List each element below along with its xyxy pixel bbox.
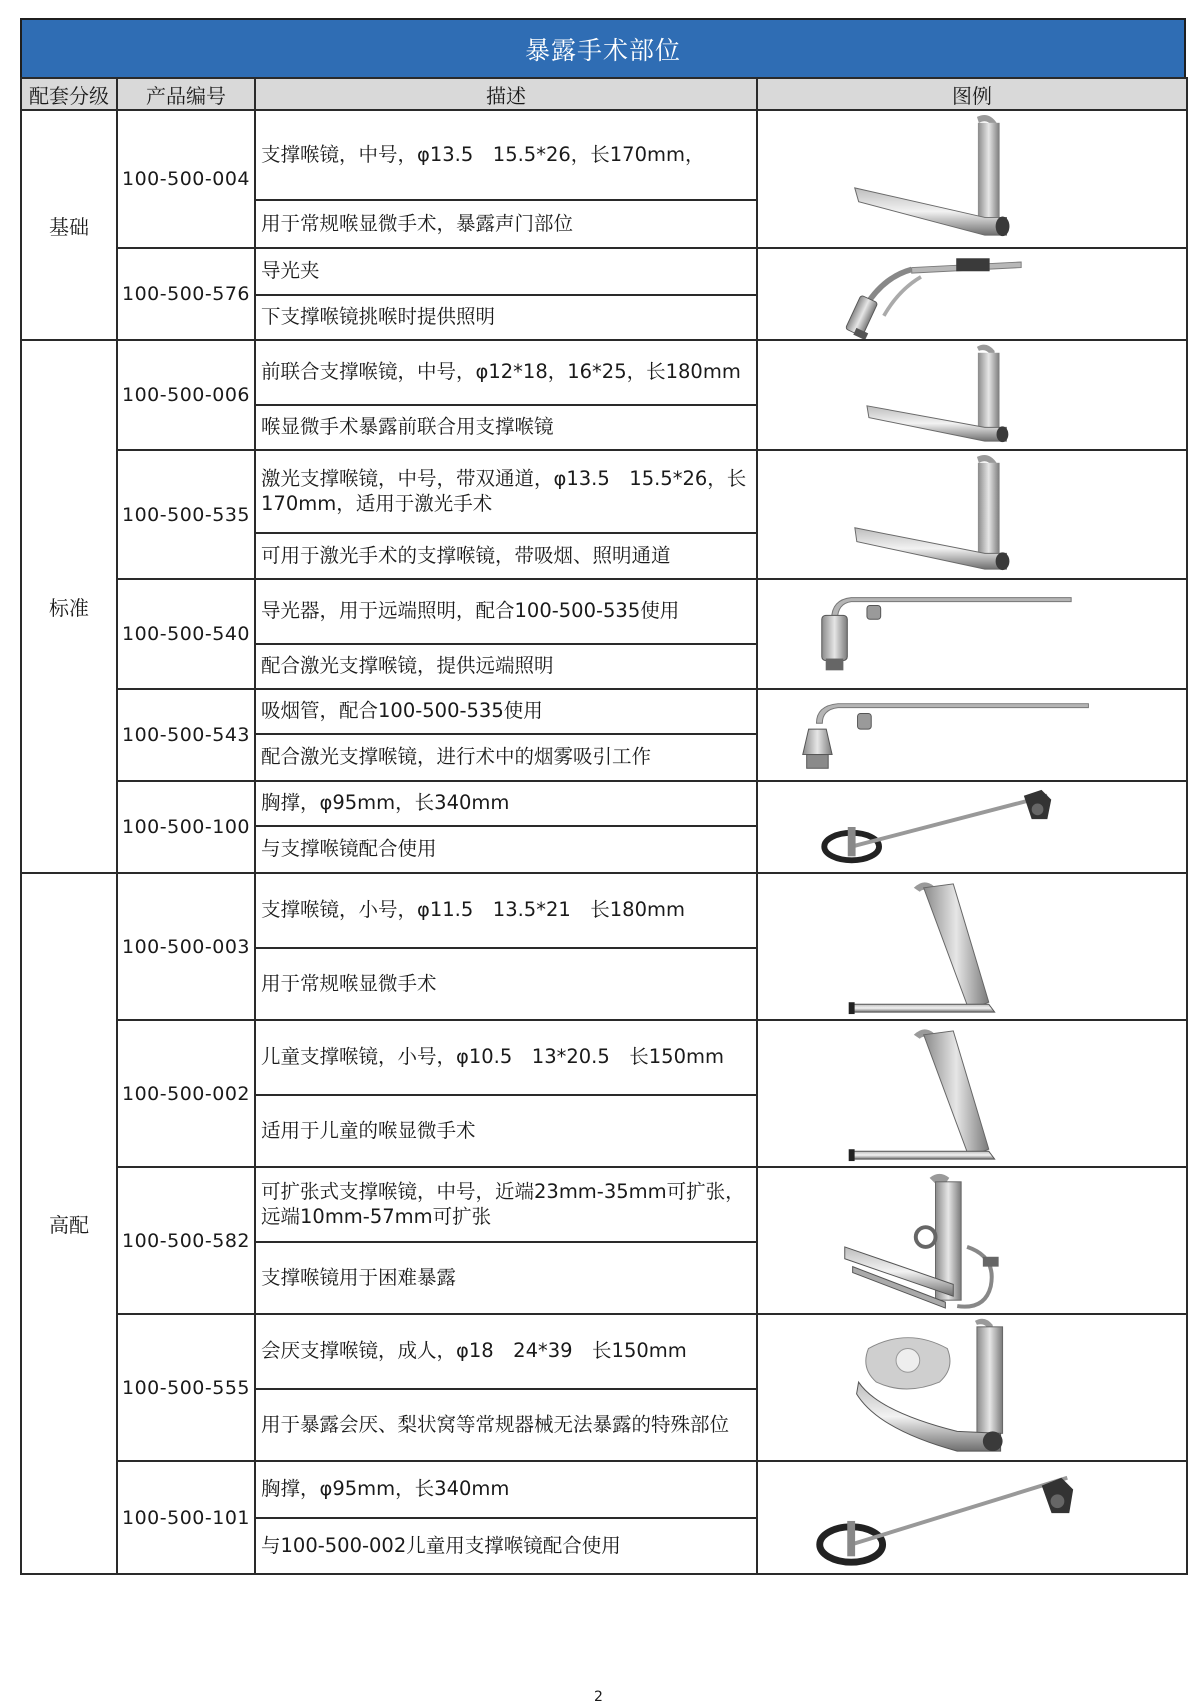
- table-row: [21, 248, 1187, 295]
- product-sheet: [20, 18, 1186, 1575]
- product-desc-2: 适用于儿童的喉显微手术: [255, 1095, 757, 1167]
- product-desc-1: 导光夹: [255, 248, 757, 295]
- table-row: [21, 873, 1187, 948]
- chest-support-icon: [758, 1462, 1186, 1573]
- product-code: 100-500-576: [117, 248, 255, 340]
- smoke-tube-icon: [757, 689, 1187, 781]
- header-level: 配套分级: [21, 78, 117, 110]
- page-number: 2: [594, 1689, 603, 1705]
- table-header-row: [21, 78, 1187, 110]
- header-image: 图例: [757, 78, 1187, 110]
- expandable-laryngoscope-icon: [757, 1167, 1187, 1314]
- product-desc-2: 可用于激光手术的支撑喉镜，带吸烟、照明通道: [255, 533, 757, 579]
- product-desc-2: 配合激光支撑喉镜，进行术中的烟雾吸引工作: [255, 734, 757, 781]
- light-clip-icon: [758, 249, 1186, 339]
- laryngoscope-icon: [757, 110, 1187, 248]
- light-clip-icon: [757, 248, 1187, 340]
- product-desc-2: 与支撑喉镜配合使用: [255, 826, 757, 873]
- product-table: [20, 77, 1188, 1575]
- expandable-laryngoscope-icon: [758, 1168, 1186, 1313]
- smoke-tube-icon: [758, 690, 1186, 780]
- product-desc-2: 喉显微手术暴露前联合用支撑喉镜: [255, 405, 757, 450]
- epiglottis-laryngoscope-icon: [758, 1315, 1186, 1460]
- product-desc-2: 配合激光支撑喉镜，提供远端照明: [255, 644, 757, 689]
- product-desc-2: 用于暴露会厌、梨状窝等常规器械无法暴露的特殊部位: [255, 1389, 757, 1461]
- table-row: [21, 1167, 1187, 1242]
- product-code: 100-500-002: [117, 1020, 255, 1167]
- product-code: 100-500-543: [117, 689, 255, 781]
- level-cell: 标准: [21, 340, 117, 873]
- product-desc-1: 导光器，用于远端照明，配合100-500-535使用: [255, 579, 757, 644]
- product-desc-2: 与100-500-002儿童用支撑喉镜配合使用: [255, 1518, 757, 1574]
- table-row: [21, 340, 1187, 405]
- product-desc-1: 吸烟管，配合100-500-535使用: [255, 689, 757, 734]
- level-cell: 高配: [21, 873, 117, 1574]
- chest-support-icon: [758, 782, 1186, 872]
- product-code: 100-500-540: [117, 579, 255, 689]
- product-desc-1: 儿童支撑喉镜，小号，φ10.5 13*20.5 长150mm: [255, 1020, 757, 1095]
- product-desc-1: 前联合支撑喉镜，中号，φ12*18，16*25，长180mm: [255, 340, 757, 405]
- chest-support-icon: [757, 1461, 1187, 1574]
- product-desc-2: 下支撑喉镜挑喉时提供照明: [255, 295, 757, 340]
- laryngoscope-small-icon: [758, 874, 1186, 1019]
- page-title: 暴露手术部位: [20, 18, 1186, 77]
- product-desc-1: 支撑喉镜，中号，φ13.5 15.5*26，长170mm，: [255, 110, 757, 200]
- table-row: [21, 110, 1187, 200]
- laryngoscope-icon: [758, 451, 1186, 578]
- product-desc-1: 会厌支撑喉镜，成人，φ18 24*39 长150mm: [255, 1314, 757, 1389]
- header-desc: 描述: [255, 78, 757, 110]
- laryngoscope-small-icon: [757, 873, 1187, 1020]
- product-code: 100-500-003: [117, 873, 255, 1020]
- light-guide-icon: [757, 579, 1187, 689]
- header-code: 产品编号: [117, 78, 255, 110]
- table-row: [21, 1461, 1187, 1518]
- product-code: 100-500-582: [117, 1167, 255, 1314]
- laryngoscope-icon: [758, 341, 1186, 449]
- laryngoscope-icon: [757, 450, 1187, 579]
- product-desc-2: 支撑喉镜用于困难暴露: [255, 1242, 757, 1314]
- table-row: [21, 781, 1187, 826]
- product-code: 100-500-006: [117, 340, 255, 450]
- product-desc-1: 胸撑，φ95mm，长340mm: [255, 1461, 757, 1518]
- product-code: 100-500-101: [117, 1461, 255, 1574]
- level-cell: 基础: [21, 110, 117, 340]
- product-code: 100-500-100: [117, 781, 255, 873]
- laryngoscope-small-icon: [757, 1020, 1187, 1167]
- table-row: [21, 579, 1187, 644]
- product-desc-1: 胸撑，φ95mm，长340mm: [255, 781, 757, 826]
- chest-support-icon: [757, 781, 1187, 873]
- product-desc-1: 可扩张式支撑喉镜，中号，近端23mm-35mm可扩张，远端10mm-57mm可扩张: [255, 1167, 757, 1242]
- laryngoscope-icon: [758, 111, 1186, 247]
- laryngoscope-icon: [757, 340, 1187, 450]
- product-desc-2: 用于常规喉显微手术: [255, 948, 757, 1020]
- product-desc-1: 激光支撑喉镜，中号，带双通道，φ13.5 15.5*26，长170mm，适用于激光手术: [255, 450, 757, 533]
- product-code: 100-500-004: [117, 110, 255, 248]
- product-desc-2: 用于常规喉显微手术，暴露声门部位: [255, 200, 757, 248]
- product-code: 100-500-535: [117, 450, 255, 579]
- laryngoscope-small-icon: [758, 1021, 1186, 1166]
- table-row: [21, 1314, 1187, 1389]
- table-row: [21, 1020, 1187, 1095]
- epiglottis-laryngoscope-icon: [757, 1314, 1187, 1461]
- light-guide-icon: [758, 580, 1186, 688]
- product-desc-1: 支撑喉镜，小号，φ11.5 13.5*21 长180mm: [255, 873, 757, 948]
- product-code: 100-500-555: [117, 1314, 255, 1461]
- table-row: [21, 689, 1187, 734]
- table-row: [21, 450, 1187, 533]
